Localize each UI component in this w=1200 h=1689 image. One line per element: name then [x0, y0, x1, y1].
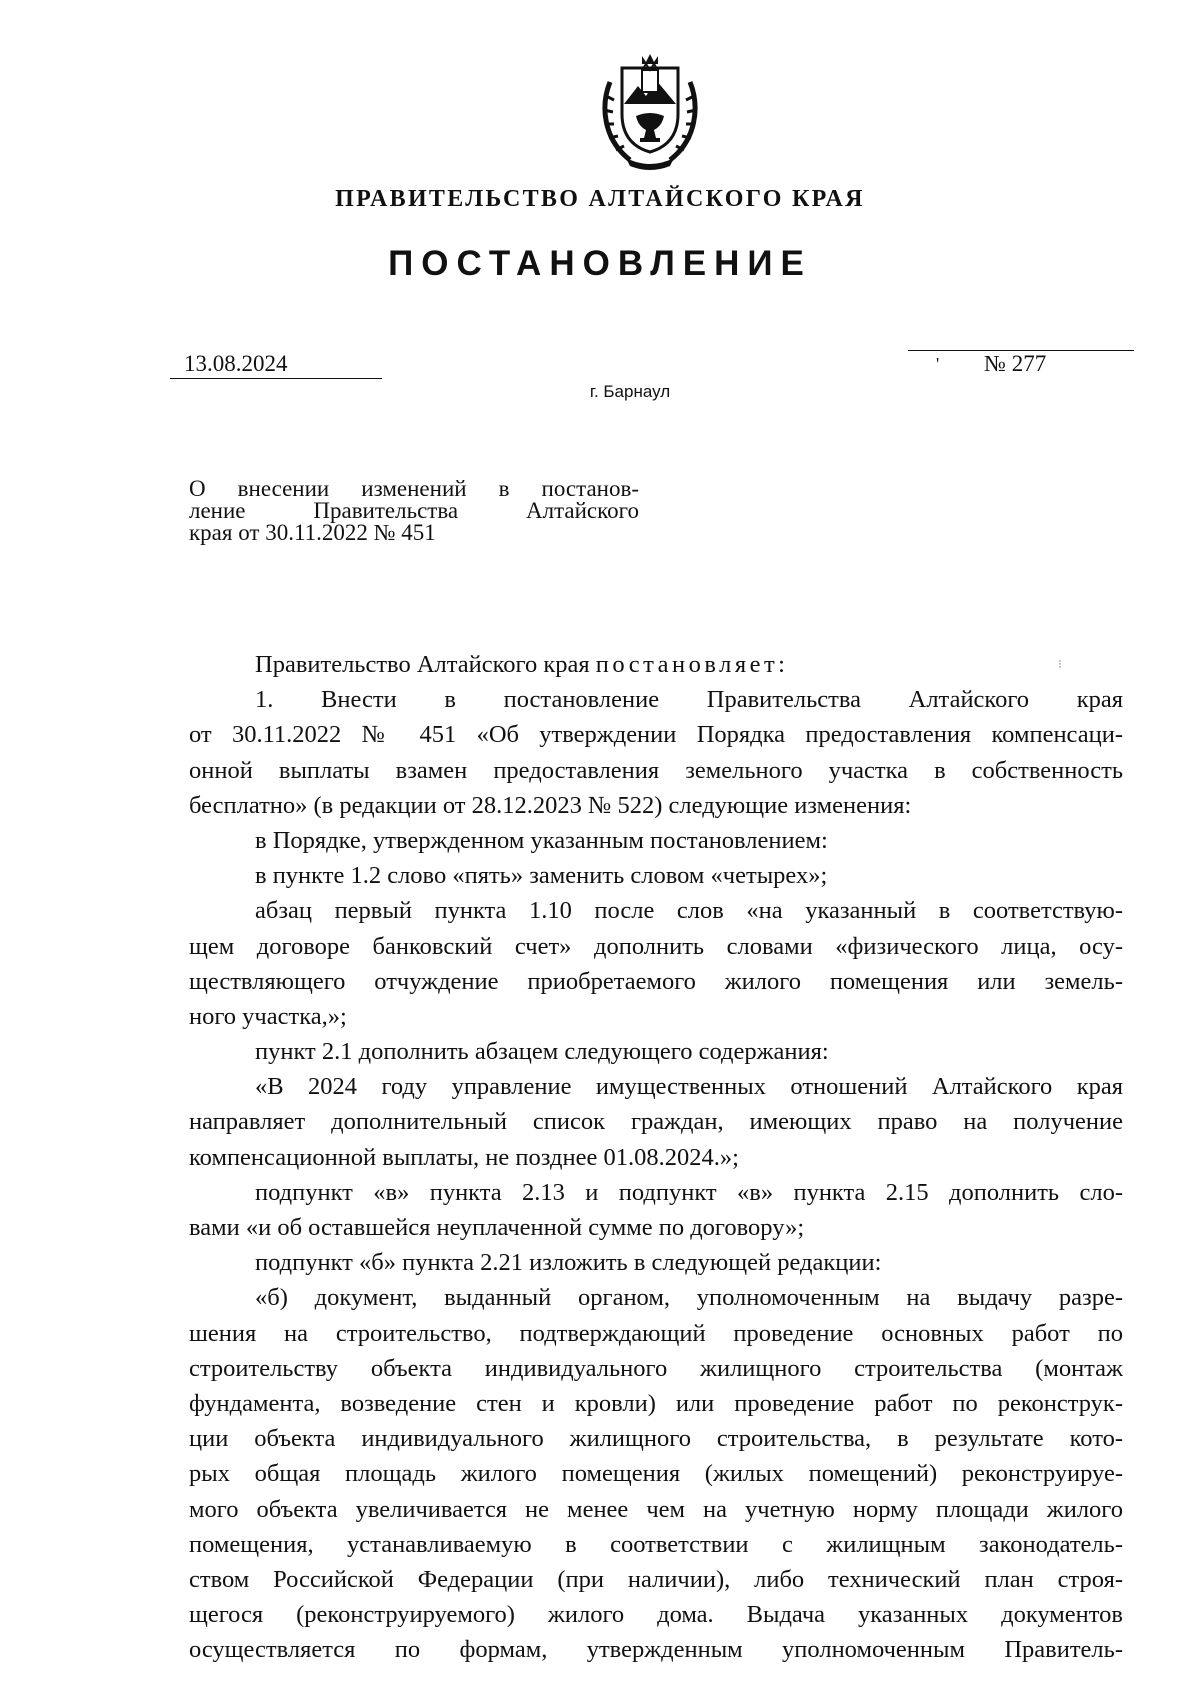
body-line: ции объекта индивидуального жилищного строительства, в результате кото-: [189, 1425, 1123, 1453]
government-name: ПРАВИТЕЛЬСТВО АЛТАЙСКОГО КРАЯ: [335, 186, 865, 212]
subject-line: края от 30.11.2022 № 451: [189, 520, 436, 545]
body-line: щем договоре банковский счет» дополнить словами «физического лица, осу-: [189, 932, 1123, 960]
document-number: № 277: [984, 351, 1047, 376]
subject-line: О внесении изменений в постанов-: [189, 476, 639, 501]
body-line: вами «и об оставшейся неуплаченной сумме по договору»;: [189, 1214, 805, 1241]
preamble: [189, 647, 1123, 682]
body-line: ществляющего отчуждение приобретаемого жилого помещения или земель-: [189, 967, 1123, 995]
body-line: мого объекта увеличивается не менее чем на учетную норму площади жилого: [189, 1495, 1123, 1523]
body-line: онной выплаты взамен предоставления земельного участка в собственность: [189, 756, 1123, 784]
city: г. Барнаул: [589, 382, 671, 401]
body-line: компенсационной выплаты, не позднее 01.08.2024.»;: [189, 1143, 739, 1171]
body-line: строительству объекта индивидуального жилищного строительства (монтаж: [189, 1354, 1123, 1382]
body-line: подпункт «б» пункта 2.21 изложить в следующей редакции:: [255, 1249, 882, 1277]
tick-mark: ': [936, 354, 940, 374]
body-line: бесплатно» (в редакции от 28.12.2023 № 522) следующие изменения:: [189, 791, 912, 819]
preamble-verb: постановляет:: [595, 651, 789, 678]
body-line: в пункте 1.2 слово «пять» заменить словом «четырех»;: [255, 862, 828, 890]
body-line: от 30.11.2022 № 451 «Об утверждении Порядка предоставления компенсаци-: [189, 721, 1123, 749]
body-line: «б) документ, выданный органом, уполномоченным на выдачу разре-: [255, 1284, 1123, 1312]
document-date: 13.08.2024: [170, 350, 382, 379]
document-number-field: [908, 350, 1134, 376]
document-subject: [189, 478, 639, 544]
scan-speck: ⁝: [1058, 657, 1062, 671]
body-line: подпункт «в» пункта 2.13 и подпункт «в» пункта 2.15 дополнить сло-: [255, 1178, 1123, 1206]
preamble-lead: Правительство Алтайского края: [255, 651, 590, 678]
subject-line: ление Правительства Алтайского: [189, 498, 639, 523]
body-line: шения на строительство, подтверждающий проведение основных работ по: [189, 1319, 1123, 1347]
body-line: в Порядке, утвержденном указанным постановлением:: [255, 826, 828, 854]
body-line: ством Российской Федерации (при наличии), либо технический план строя-: [189, 1565, 1123, 1593]
body-line: рых общая площадь жилого помещения (жилых помещений) реконструируе-: [189, 1460, 1123, 1488]
body-line: абзац первый пункта 1.10 после слов «на указанный в соответствую-: [255, 897, 1123, 925]
body-line: ного участка,»;: [189, 1002, 347, 1030]
body-line: 1. Внести в постановление Правительства Алтайского края: [255, 686, 1123, 714]
body-line: щегося (реконструируемого) жилого дома. Выдача указанных документов: [189, 1601, 1123, 1629]
body-line: направляет дополнительный список граждан, имеющих право на получение: [189, 1108, 1123, 1136]
coat-of-arms-emblem: [596, 52, 704, 172]
body-line: фундамента, возведение стен и кровли) или проведение работ по реконструк-: [189, 1389, 1123, 1417]
body-line: осуществляется по формам, утвержденным уполномоченным Правитель-: [189, 1636, 1123, 1664]
body-line: «В 2024 году управление имущественных отношений Алтайского края: [255, 1073, 1123, 1101]
document-type: ПОСТАНОВЛЕНИЕ: [388, 244, 812, 283]
document-body: [189, 647, 1123, 1667]
body-line: помещения, устанавливаемую в соответствии с жилищным законодатель-: [189, 1530, 1123, 1558]
body-line: пункт 2.1 дополнить абзацем следующего содержания:: [255, 1038, 829, 1066]
